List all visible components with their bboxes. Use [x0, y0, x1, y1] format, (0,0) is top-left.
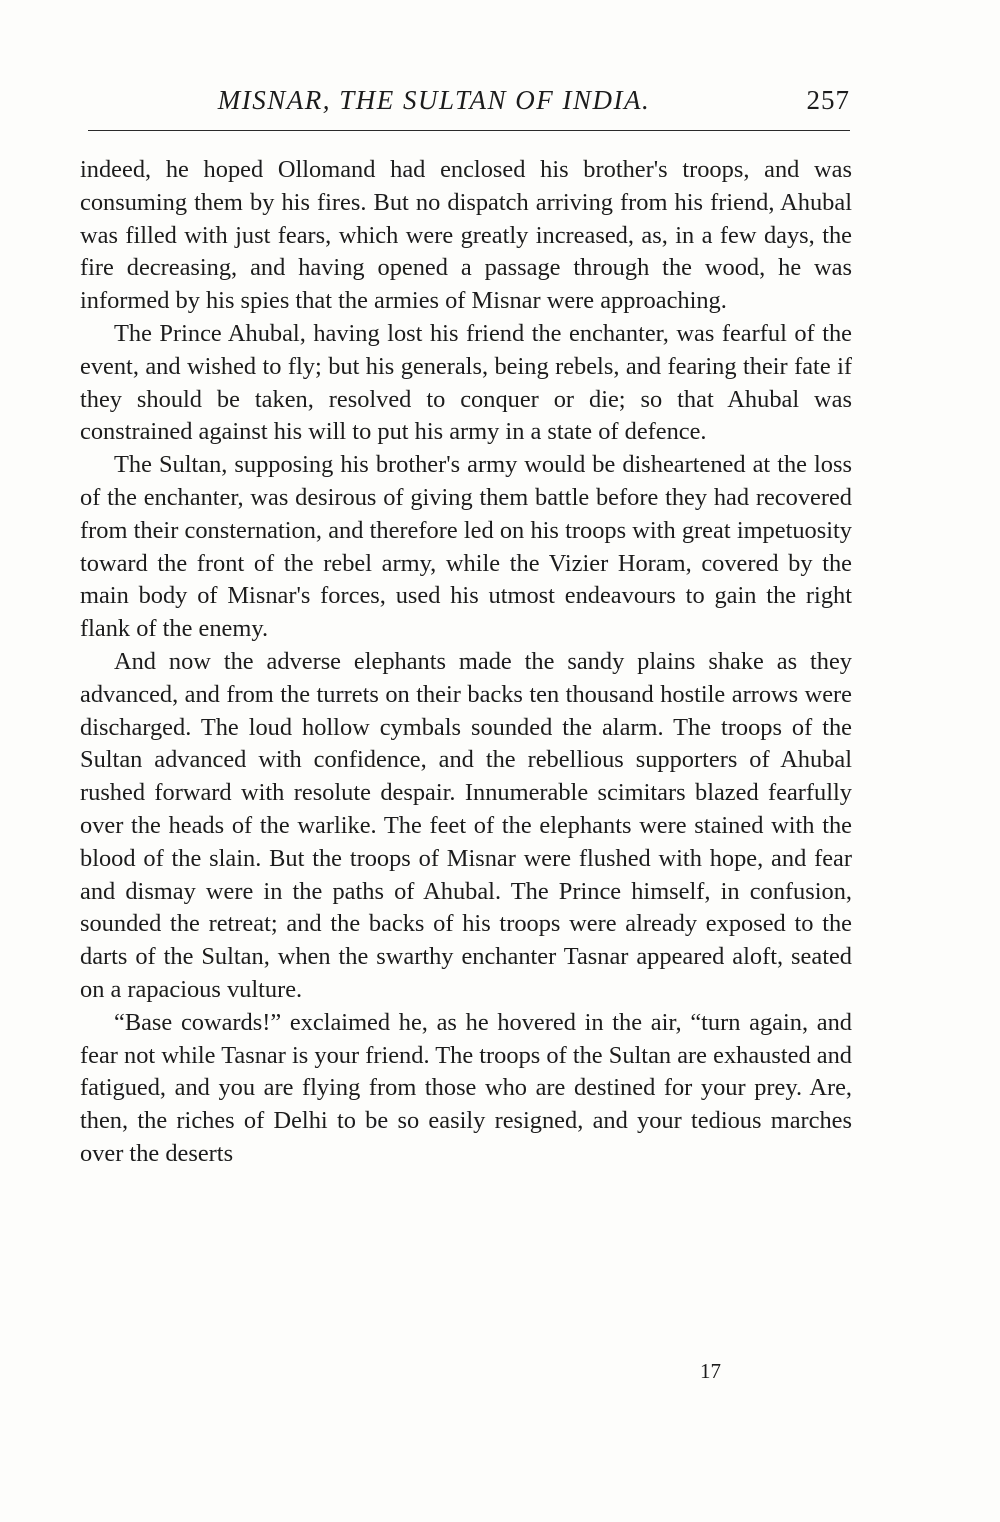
paragraph-continuation: indeed, he hoped Ollomand had enclosed his brother's troops, and was consuming them by his fires. But no dispatch arriving from his friend, Ahubal was filled with just fears, which were greatly increased, as, in a few days, the fire decreasing, and having opened a passage through the wood, he was informed by his spies that the armies of Misnar were approaching. — [80, 156, 852, 315]
running-head — [88, 80, 850, 124]
paragraph-prince-ahubal: The Prince Ahubal, having lost his friend the enchanter, was fearful of the event, and wished to fly; but his generals, being rebels, and fearing their fate if they should be taken, resolved to conquer or die; so that Ahubal was constrained against his will to put his army in a state of defence. — [80, 319, 852, 446]
paragraph-sultan-battle: The Sultan, supposing his brother's army would be disheartened at the loss of the enchanter, was desirous of giving them battle before they had recovered from their consternation, and therefore led on his troops with great impetuosity toward the front of the rebel army, while the Vizier Horam, covered by the main body of Misnar's forces, used his utmost endeavours to gain the right flank of the enemy. — [80, 451, 852, 643]
body-text — [80, 154, 852, 1171]
paragraph-tasnar-speech: “Base cowards!” exclaimed he, as he hovered in the air, “turn again, and fear not while Tasnar is your friend. The troops of the Sultan are exhausted and fatigued, and you are flying from those who are destined for your prey. Are, then, the riches of Delhi to be so easily resigned, and your tedious marches over the deserts — [80, 1008, 852, 1167]
page-number: 257 — [806, 85, 850, 115]
paragraph-elephants: And now the adverse elephants made the sandy plains shake as they advanced, and from the turrets on their backs ten thousand hostile arrows were discharged. The loud hollow cymbals sounded the alarm. The troops of the Sultan advanced with confidence, and the rebellious supporters of Ahubal rushed forward with resolute despair. Innumerable scimitars blazed fearfully over the heads of the warlike. The feet of the elephants were stained with the blood of the slain. But the troops of Misnar were flushed with hope, and fear and dismay were in the paths of Ahubal. The Prince himself, in confusion, sounded the retreat; and the backs of his troops were already exposed to the darts of the Sultan, when the swarthy enchanter Tasnar appeared aloft, seated on a rapacious vulture. — [80, 647, 852, 1003]
running-title: MISNAR, THE SULTAN OF INDIA. — [217, 85, 651, 115]
header-rule — [88, 130, 850, 131]
signature-mark: 17 — [700, 1359, 721, 1383]
